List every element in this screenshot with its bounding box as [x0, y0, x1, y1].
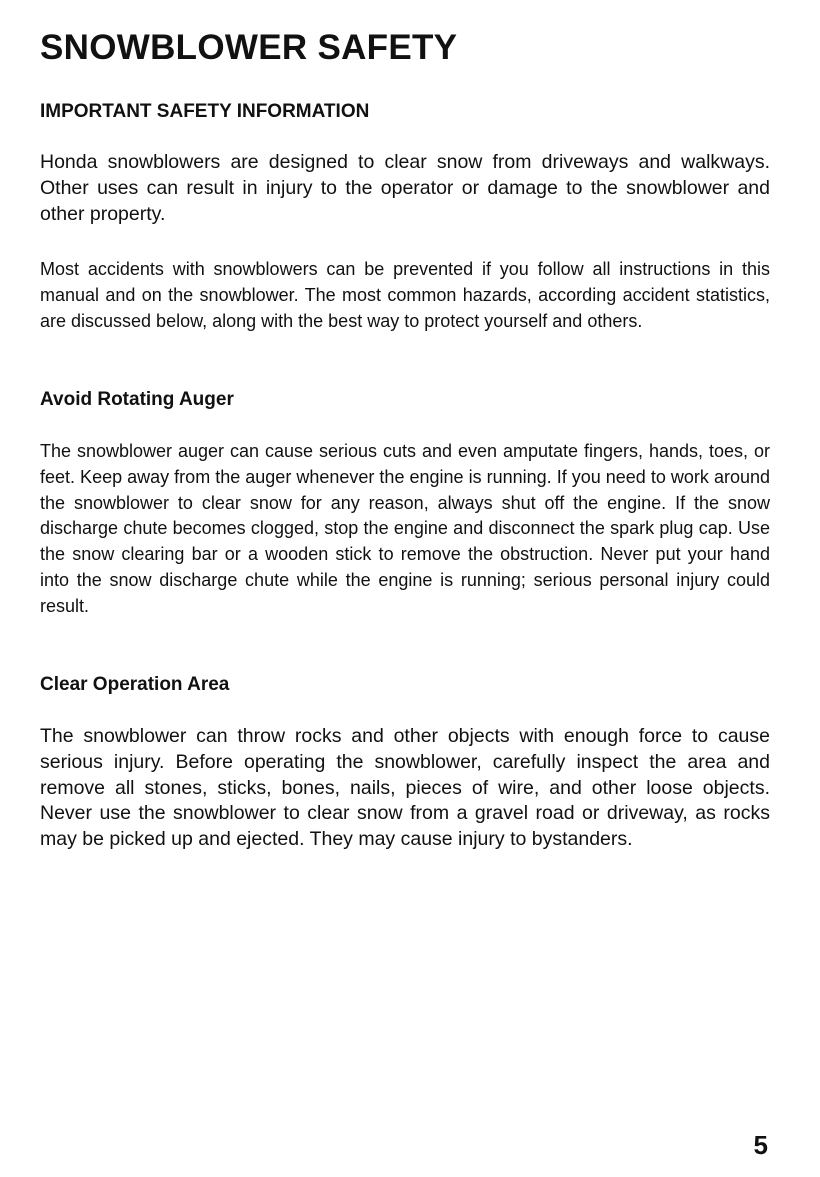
page-subtitle: IMPORTANT SAFETY INFORMATION [40, 101, 370, 122]
section-body-auger: The snowblower auger can cause serious cuts and even amputate fingers, hands, toes, or feet. Keep away from the auger whenever the engine is running. If you need to work around the snowblower to clear snow for any reason, always shut off the engine. If the snow discharge chute becomes clogged, stop the engine and disconnect the spark plug cap. Use the snow clearing bar or a wooden stick to remove the obstruction. Never put your hand into the snow discharge chute while the engine is running; serious personal injury could result. [40, 441, 770, 616]
intro-paragraph-1: Honda snowblowers are designed to clear snow from driveways and walkways. Other uses can result in injury to the operator or damage to the snowblower and other property. [40, 151, 770, 225]
page-number: 5 [753, 1130, 768, 1160]
page-title: SNOWBLOWER SAFETY [40, 28, 458, 67]
manual-page [40, 0, 770, 1177]
section-heading-auger: Avoid Rotating Auger [40, 389, 234, 410]
section-heading-operation-area: Clear Operation Area [40, 674, 230, 695]
intro-paragraph-2: Most accidents with snowblowers can be prevented if you follow all instructions in this manual and on the snowblower. The most common hazards, according accident statistics, are discussed below, along with the best way to protect yourself and others. [40, 259, 770, 331]
section-body-operation-area: The snowblower can throw rocks and other objects with enough force to cause serious injury. Before operating the snowblower, carefully inspect the area and remove all stones, sticks, bones, nails, pieces of wire, and other loose objects. Never use the snowblower to clear snow from a gravel road or driveway, as rocks may be picked up and ejected. They may cause injury to bystanders. [40, 725, 770, 851]
